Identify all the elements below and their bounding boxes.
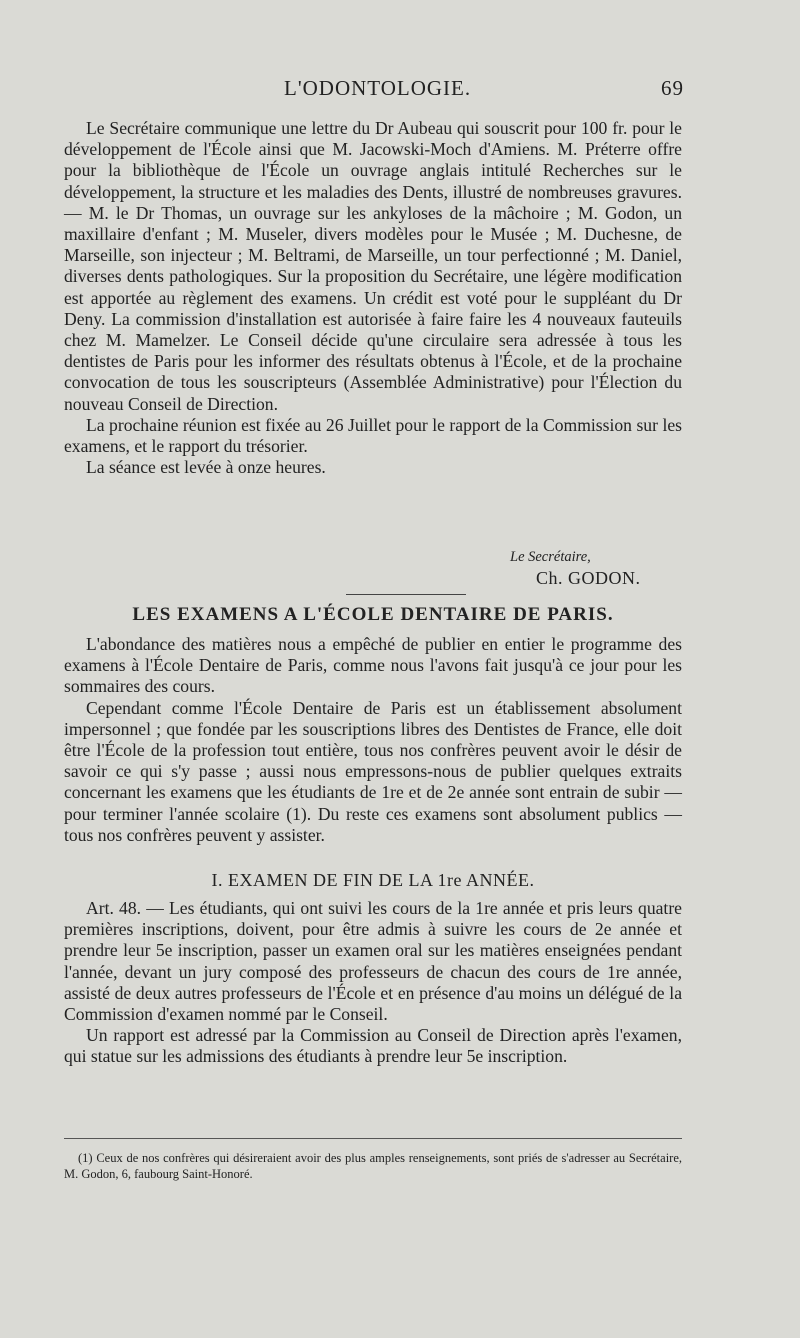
subheading: I. EXAMEN DE FIN DE LA 1re ANNÉE.: [211, 870, 535, 890]
minutes-text: [64, 118, 682, 478]
article-paragraph: Un rapport est adressé par la Commission au Conseil de Direction après l'examen, qui statue sur les admissions des étudiants à prendre leur 5e inscription.: [64, 1025, 682, 1067]
article-paragraph: Art. 48. — Les étudiants, qui ont suivi les cours de la 1re année et pris leurs quatre premières inscriptions, doivent, pour être admis à suivre les cours de 2e année et prendre leur 5e inscription, passer un examen oral sur les matières enseignées pendant l'année, devant un jury composé des professeurs de chacun des cours de 1re année, assisté de deux autres professeurs de l'École et en présence d'au moins un délégué de la Commission d'examen nommé par le Conseil.: [64, 898, 682, 1025]
signature-title: Le Secrétaire,: [510, 549, 591, 565]
running-title: L'ODONTOLOGIE.: [284, 76, 472, 100]
minutes-paragraph: La prochaine réunion est fixée au 26 Juillet pour le rapport de la Commission sur les examens, et le rapport du trésorier.: [64, 414, 682, 457]
footnote-rule: [64, 1138, 682, 1139]
articles-text: [64, 898, 682, 1068]
section-separator: [346, 594, 466, 595]
section-intro: [64, 634, 682, 846]
body-paragraph: Cependant comme l'École Dentaire de Paris est un établissement absolument impersonnel ; que fondée par les souscriptions libres des Dentistes de France, elle doit être l'École de la profession tout entière, tous nos confrères peuvent avoir le désir de savoir ce qui s'y passe ; aussi nous empressons-nous de publier quelques extraits concernant les examens que les étudiants de 1re et de 2e année sont entrain de subir — pour terminer l'année scolaire (1). Du reste ces examens sont absolument publics — tous nos confrères peuvent y assister.: [64, 697, 682, 845]
section-title: LES EXAMENS A L'ÉCOLE DENTAIRE DE PARIS.: [132, 604, 614, 625]
page-header: [64, 76, 684, 106]
minutes-paragraph: Le Secrétaire communique une lettre du Dr Aubeau qui souscrit pour 100 fr. pour le développement de l'École ainsi que M. Jacowski-Moch d'Amiens. M. Préterre offre pour la bibliothèque de l'École un ouvrage anglais intitulé Recherches sur le développement, la structure et les maladies des Dents, illustré de nombreuses gravures. — M. le Dr Thomas, un ouvrage sur les ankyloses de la mâchoire ; M. Godon, un maxillaire d'enfant ; M. Museler, divers modèles pour le Musée ; M. Duchesne, de Marseille, son injecteur ; M. Beltrami, de Marseille, un tour perfectionné ; M. Daniel, diverses dents pathologiques. Sur la proposition du Secrétaire, une légère modification est apportée au règlement des examens. Un crédit est voté pour le suppléant du Dr Deny. La commission d'installation est autorisée à faire faire les 4 nouveaux fauteuils chez M. Mamelzer. Le Conseil décide qu'une circulaire sera adressée à tous les dentistes de Paris pour les informer des résultats obtenus à l'École, et de la prochaine convocation de tous les souscripteurs (Assemblée Administrative) pour l'Élection du nouveau Conseil de Direction.: [64, 118, 682, 414]
signature-name: Ch. GODON.: [536, 568, 641, 588]
footnote-text: (1) Ceux de nos confrères qui désireraient avoir des plus amples renseignements, sont priés de s'adresser au Secrétaire, M. Godon, 6, faubourg Saint-Honoré.: [64, 1151, 682, 1181]
minutes-paragraph: La séance est levée à onze heures.: [86, 457, 326, 478]
page-number: 69: [661, 76, 684, 100]
body-paragraph: L'abondance des matières nous a empêché de publier en entier le programme des examens à l'École Dentaire de Paris, comme nous l'avons fait jusqu'à ce jour pour les sommaires des cours.: [64, 634, 682, 697]
footnote: [64, 1150, 682, 1182]
